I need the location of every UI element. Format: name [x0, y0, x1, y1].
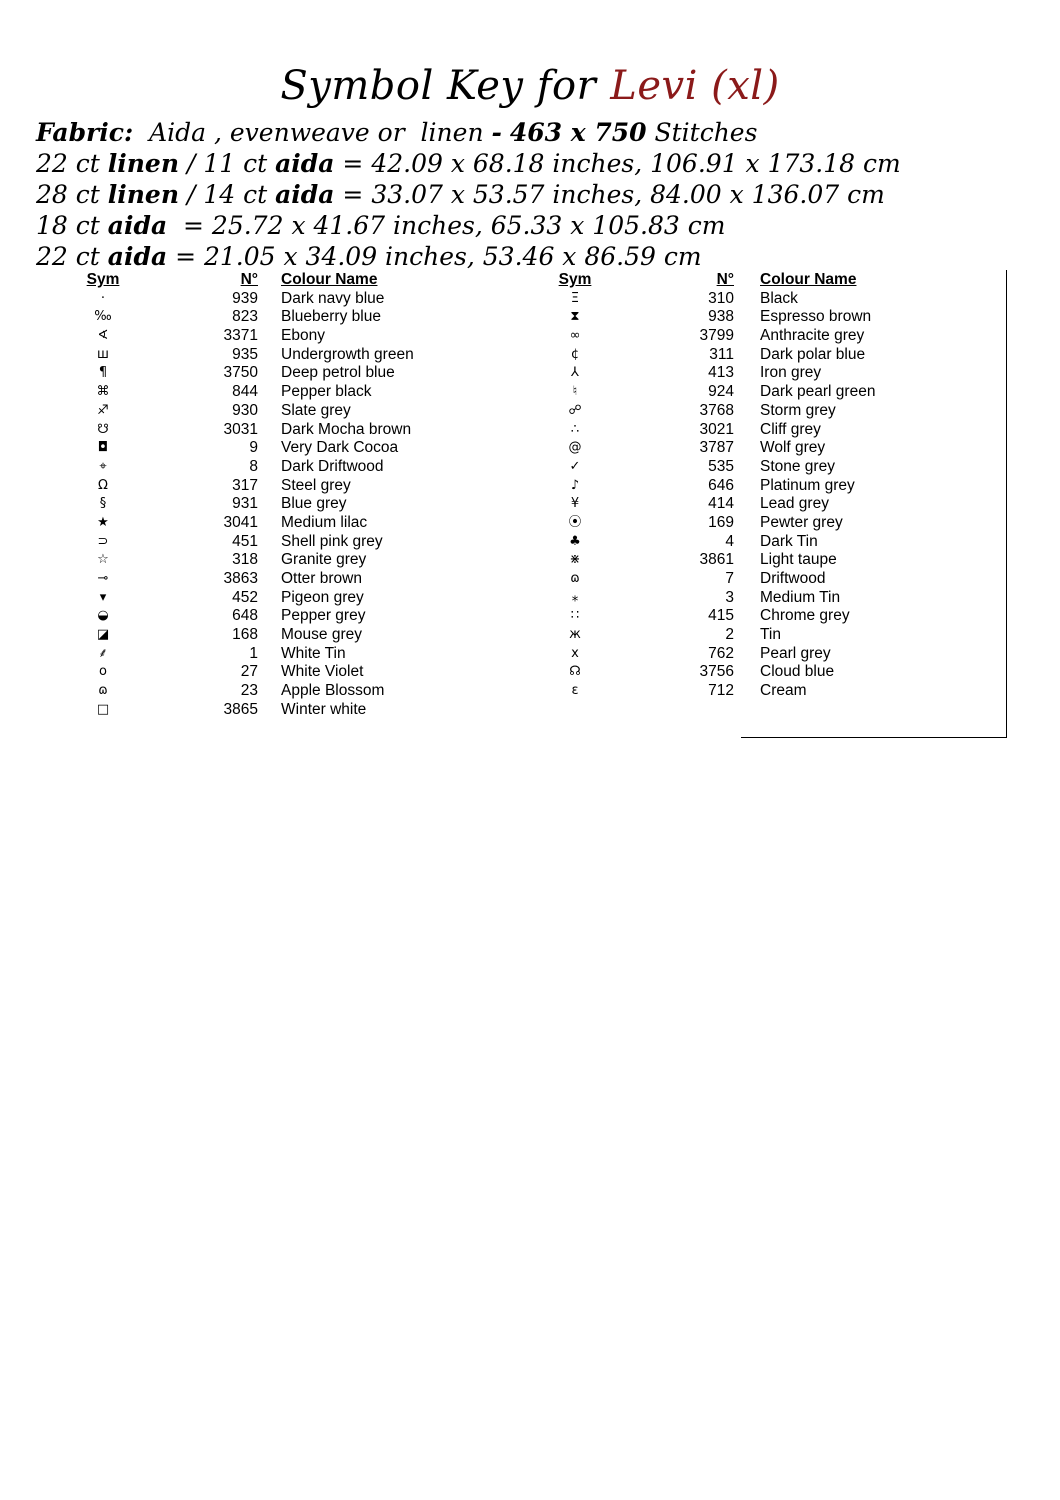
table-row: [60, 477, 460, 496]
colour-name: Apple Blossom: [281, 682, 385, 700]
symbol: ж: [569, 627, 581, 643]
symbol: □: [96, 701, 110, 717]
colour-name: Pewter grey: [760, 513, 843, 531]
colour-number: 924: [708, 383, 734, 401]
table-row: [532, 439, 942, 458]
symbol: ⌖: [99, 458, 107, 474]
table-row: [60, 421, 460, 440]
colour-name: Otter brown: [281, 570, 362, 587]
colour-number: 938: [708, 308, 734, 326]
colour-number: 823: [232, 308, 258, 326]
colour-number: 712: [708, 682, 734, 700]
fabric-line-1: [36, 117, 1036, 148]
fabric-aida: aida: [107, 211, 168, 240]
colour-number: 452: [232, 588, 258, 606]
colour-name: Pearl grey: [760, 644, 831, 662]
table-row: [60, 308, 460, 327]
colour-name: Dark Driftwood: [281, 457, 384, 475]
symbol: ☍: [568, 402, 582, 418]
count-text: / 11 ct: [179, 149, 276, 178]
colour-name: Blueberry blue: [281, 308, 381, 326]
table-row: [532, 626, 942, 645]
colour-number: 317: [232, 476, 258, 494]
colour-number: 3041: [223, 513, 258, 531]
table-row: [532, 663, 942, 682]
symbol: ε: [571, 683, 579, 699]
table-row: [60, 607, 460, 626]
symbol: ш: [97, 346, 109, 362]
colour-number: 3: [725, 588, 734, 606]
table-row: [60, 682, 460, 701]
symbol: ☋: [97, 421, 109, 437]
colour-number: 939: [232, 289, 258, 307]
table-row: [532, 645, 942, 664]
count-text: 18 ct: [36, 211, 108, 240]
left-rows: [60, 290, 460, 720]
symbol: ⁎: [571, 589, 579, 605]
colour-number: 2: [725, 626, 734, 644]
colour-number: 7: [725, 570, 734, 587]
colour-name: Cloud blue: [760, 663, 835, 681]
table-row: [60, 458, 460, 477]
colour-number: 646: [708, 476, 734, 494]
colour-number: 3031: [223, 420, 258, 438]
colour-name: Steel grey: [281, 476, 351, 494]
title-prefix: Symbol Key for: [280, 63, 597, 109]
colour-name: Dark Tin: [760, 532, 818, 550]
colour-number: 844: [232, 383, 258, 401]
colour-name: Wolf grey: [760, 439, 826, 457]
colour-number: 27: [240, 663, 258, 681]
colour-name: White Violet: [281, 663, 364, 681]
symbol: ◒: [97, 608, 109, 624]
colour-number: 535: [708, 457, 734, 475]
colour-name: Pepper black: [281, 383, 372, 401]
table-row: [60, 514, 460, 533]
fabric-label: Fabric:: [36, 118, 134, 147]
fabric-types: Aida , evenweave or linen: [133, 118, 492, 147]
symbol: ɷ: [98, 683, 108, 699]
colour-number: 9: [249, 439, 258, 457]
colour-name: Dark Mocha brown: [281, 420, 412, 438]
colour-name: White Tin: [281, 644, 346, 662]
table-header: [532, 271, 942, 290]
symbol: ♣: [569, 533, 581, 549]
colour-name: Dark pearl green: [760, 383, 876, 401]
table-row: [532, 495, 942, 514]
symbol: ☆: [97, 552, 109, 568]
table-row: [532, 570, 942, 589]
fabric-linen: linen: [107, 149, 180, 178]
symbol: ∴: [570, 421, 580, 437]
table-row: [60, 327, 460, 346]
colour-name: Deep petrol blue: [281, 364, 395, 382]
colour-number: 3021: [699, 420, 734, 438]
colour-name: Medium lilac: [281, 513, 368, 531]
colour-number: 318: [232, 551, 258, 569]
colour-name: Medium Tin: [760, 588, 841, 606]
size-text: = 25.72 x 41.67 inches, 65.33 x 105.83 cm: [167, 211, 726, 240]
colour-name: Winter white: [281, 700, 367, 718]
fabric-aida: aida: [275, 149, 335, 178]
table-row: [532, 290, 942, 309]
colour-name: Undergrowth green: [281, 345, 414, 363]
table-row: [60, 364, 460, 383]
colour-number: 415: [708, 607, 734, 625]
symbol: o: [99, 664, 107, 680]
table-row: [60, 663, 460, 682]
size-text: = 33.07 x 53.57 inches, 84.00 x 136.07 cm: [334, 180, 885, 209]
colour-number: 3787: [699, 439, 734, 457]
table-row: [532, 458, 942, 477]
symbol: ·: [100, 290, 106, 306]
symbol: ∷: [570, 608, 580, 624]
colour-name: Lead grey: [760, 495, 829, 513]
count-text: 22 ct: [36, 242, 108, 271]
colour-number: 414: [708, 495, 734, 513]
colour-name: Dark navy blue: [281, 289, 385, 307]
header-colour-name: Colour Name: [281, 271, 378, 288]
colour-number: 931: [232, 495, 258, 513]
symbol: ♪: [570, 477, 580, 493]
symbol: ◪: [96, 627, 110, 643]
colour-number: 4: [725, 532, 734, 550]
symbol: x: [571, 645, 579, 661]
symbol: ▾: [99, 589, 107, 605]
table-border-bottom: [741, 737, 1007, 738]
colour-name: Slate grey: [281, 401, 351, 419]
page-title: [0, 58, 1060, 114]
colour-name: Very Dark Cocoa: [281, 439, 399, 457]
symbol: ⌘: [96, 384, 110, 400]
table-row: [60, 645, 460, 664]
table-row: [60, 570, 460, 589]
table-row: [60, 290, 460, 309]
colour-number: 648: [232, 607, 258, 625]
table-row: [532, 477, 942, 496]
table-row: [532, 533, 942, 552]
table-row: [60, 589, 460, 608]
colour-number: 3863: [223, 570, 258, 587]
colour-name: Chrome grey: [760, 607, 850, 625]
table-row: [532, 607, 942, 626]
colour-name: Blue grey: [281, 495, 347, 513]
colour-name: Mouse grey: [281, 626, 362, 644]
symbol: ∢: [97, 328, 109, 344]
colour-name: Ebony: [281, 327, 325, 345]
colour-name: Platinum grey: [760, 476, 855, 494]
colour-name: Pigeon grey: [281, 588, 364, 606]
symbol: ⅄: [571, 365, 579, 381]
symbol-key-left-column: [60, 271, 460, 720]
colour-number: 169: [708, 513, 734, 531]
table-row: [60, 346, 460, 365]
colour-number: 3799: [699, 327, 734, 345]
colour-number: 3861: [699, 551, 734, 569]
count-text: 28 ct: [36, 180, 108, 209]
colour-number: 3756: [699, 663, 734, 681]
symbol: ⧗: [570, 309, 580, 325]
colour-name: Pepper grey: [281, 607, 366, 625]
table-row: [60, 402, 460, 421]
table-row: [532, 421, 942, 440]
symbol: ¥: [570, 496, 580, 512]
colour-name: Storm grey: [760, 401, 836, 419]
symbol: ⊸: [97, 571, 109, 586]
table-row: [532, 551, 942, 570]
symbol: ◘: [97, 440, 109, 456]
table-row: [532, 589, 942, 608]
colour-number: 3750: [223, 364, 258, 382]
table-row: [532, 682, 942, 701]
fabric-line-3: [36, 179, 1036, 210]
colour-number: 1: [249, 644, 258, 662]
symbol: ♐: [97, 402, 109, 418]
symbol: ⊃: [97, 533, 109, 549]
colour-name: Light taupe: [760, 551, 837, 569]
fabric-info: [36, 117, 1036, 272]
table-border-right: [1006, 270, 1007, 738]
symbol: ¢: [570, 346, 580, 362]
symbol: ɷ: [570, 571, 580, 586]
header-colour-name: Colour Name: [760, 271, 857, 288]
count-text: / 14 ct: [179, 180, 276, 209]
table-row: [60, 495, 460, 514]
table-row: [60, 551, 460, 570]
symbol: Ω: [98, 477, 108, 493]
header-sym: Sym: [86, 271, 120, 288]
count-text: 22 ct: [36, 149, 108, 178]
colour-name: Iron grey: [760, 364, 822, 382]
colour-number: 3865: [223, 700, 258, 718]
table-row: [60, 701, 460, 720]
symbol: §: [99, 496, 107, 512]
colour-name: Driftwood: [760, 570, 826, 587]
right-rows: [532, 290, 942, 701]
stitch-count: 463 x 750: [509, 118, 647, 147]
fabric-dash: -: [491, 118, 502, 147]
colour-number: 451: [232, 532, 258, 550]
table-row: [60, 439, 460, 458]
symbol: ⋇: [569, 552, 581, 568]
symbol: @: [568, 440, 582, 456]
fabric-line-5: [36, 241, 1036, 272]
stitches-label: Stitches: [646, 118, 758, 147]
size-text: = 42.09 x 68.18 inches, 106.91 x 173.18 cm: [334, 149, 901, 178]
colour-number: 413: [708, 364, 734, 382]
colour-name: Cream: [760, 682, 807, 700]
fabric-aida: aida: [107, 242, 168, 271]
header-sym: Sym: [558, 271, 592, 288]
header-number: N°: [716, 271, 734, 288]
table-row: [532, 346, 942, 365]
table-row: [60, 383, 460, 402]
colour-name: Espresso brown: [760, 308, 872, 326]
fabric-line-4: [36, 210, 1036, 241]
fabric-linen: linen: [107, 180, 180, 209]
table-row: [532, 402, 942, 421]
colour-name: Tin: [760, 626, 781, 644]
table-row: [532, 364, 942, 383]
table-row: [532, 327, 942, 346]
colour-name: Cliff grey: [760, 420, 821, 438]
colour-number: 935: [232, 345, 258, 363]
colour-number: 311: [709, 345, 734, 363]
colour-number: 310: [708, 289, 734, 307]
title-pattern-name: Levi (xl): [610, 63, 780, 109]
symbol: ✓: [569, 458, 581, 474]
table-row: [532, 308, 942, 327]
colour-name: Shell pink grey: [281, 532, 383, 550]
colour-number: 3371: [223, 327, 258, 345]
colour-number: 762: [708, 644, 734, 662]
colour-name: Stone grey: [760, 457, 835, 475]
symbol: Ξ: [570, 290, 580, 306]
colour-number: 168: [232, 626, 258, 644]
table-row: [60, 533, 460, 552]
table-header: [60, 271, 460, 290]
table-row: [532, 383, 942, 402]
colour-name: Granite grey: [281, 551, 367, 569]
colour-name: Black: [760, 289, 798, 307]
symbol: ★: [97, 514, 109, 530]
table-row: [60, 626, 460, 645]
colour-number: 8: [249, 457, 258, 475]
colour-name: Anthracite grey: [760, 327, 865, 345]
colour-number: 23: [240, 682, 258, 700]
colour-number: 930: [232, 401, 258, 419]
header-number: N°: [240, 271, 258, 288]
table-row: [532, 514, 942, 533]
fabric-aida: aida: [275, 180, 335, 209]
symbol: ☊: [569, 664, 581, 680]
size-text: = 21.05 x 34.09 inches, 53.46 x 86.59 cm: [167, 242, 702, 271]
fabric-line-2: [36, 148, 1036, 179]
colour-number: 3768: [699, 401, 734, 419]
symbol: ⸙: [98, 645, 108, 661]
colour-name: Dark polar blue: [760, 345, 866, 363]
symbol-key-right-column: [532, 271, 942, 701]
symbol: ♮: [572, 384, 578, 400]
symbol: ∞: [569, 328, 581, 344]
symbol: ¶: [98, 365, 108, 381]
symbol: ‰: [94, 309, 112, 325]
symbol: ⦿: [568, 514, 582, 530]
